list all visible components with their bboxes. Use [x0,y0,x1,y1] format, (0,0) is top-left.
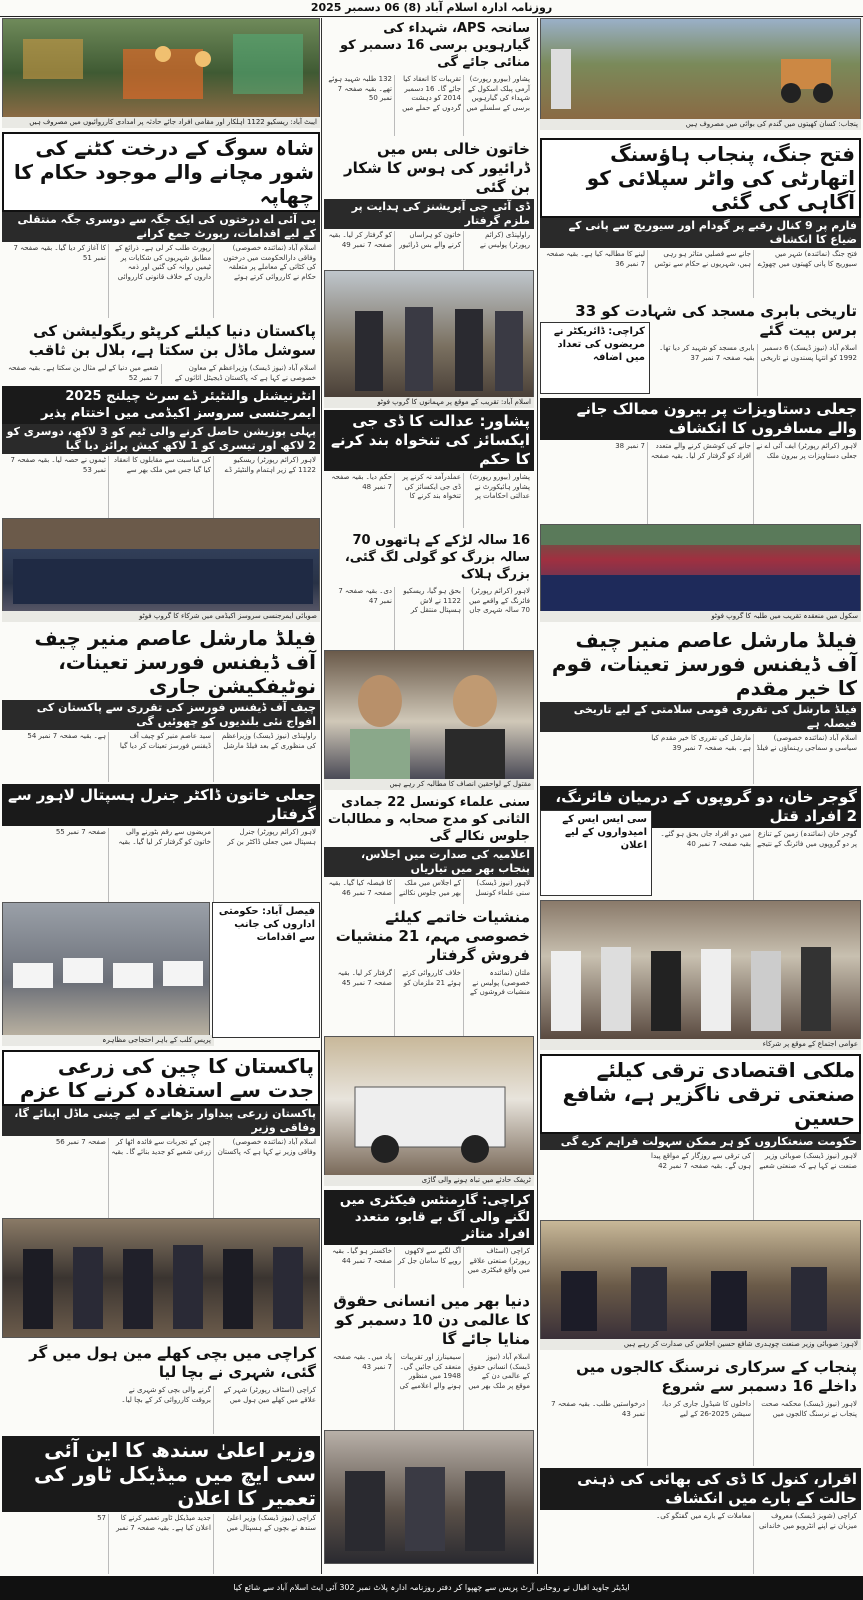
photo-caption: ایبٹ آباد: ریسکیو 1122 اہلکار اور مقامی افراد جائے حادثہ پر امدادی کارروائیوں میں مصروف ہیں [2,117,320,128]
column-left [2,18,320,1574]
victims-photo [324,650,534,780]
headline: اقرار، کنول کا ڈی کی بھائی کی ذہنی حالت کے بارے میں انکشاف [540,1468,861,1510]
subheadline: پاکستان زرعی پیداوار بڑھانے کے لیے چینی ماڈل اپنائے گا، وفاقی وزیر [2,1106,320,1136]
gathering-illustration [541,901,860,1039]
side-box: فیصل آباد: حکومتی اداروں کی جانب سے اقدامات [212,902,320,1038]
subheadline: اعلامیہ کی صدارت میں اجلاس، پنجاب بھر میں تیاریاں [324,847,534,877]
headline: کراچی: گارمنٹس فیکٹری میں لگنے والی آگ بے قابو، متعدد افراد متاثر [324,1190,534,1245]
headline: سانحہ APS، شہداء کی گیارہویں برسی 16 دسمبر کو منائی جائے گی [340,21,530,70]
headline: فیلڈ مارشل عاصم منیر چیف آف ڈیفنس فورسز تعینات، نوٹیفکیشن جاری [34,626,316,698]
headline: 16 سالہ لڑکے کے ہاتھوں 70 سالہ بزرگ کو گولی لگ گئی، بزرگ ہلاک [344,533,530,582]
column-middle [324,18,534,1574]
headline: پاکستان کا چین کی زرعی جدت سے استفادہ کرنے کا عزم [2,1050,320,1106]
article-body: لاہور (کرائم رپورٹر) ریسکیو 1122 کے زیر اہتمام والنٹیئر ڈے کی مناسبت سے مقابلوں کا انعقاد کیا گیا جس میں ملک بھر سے ٹیموں نے حصہ لیا۔ بقیہ صفحہ 7 نمبر 53 [10,456,316,474]
protest-illustration [3,903,209,1035]
headline: فیلڈ مارشل عاصم منیر چیف آف ڈیفنس فورسز تعینات، قوم کا خیر مقدم [551,628,857,700]
headline: منشیات خاتمے کیلئے خصوصی مہم، 21 منشیات فروش گرفتار [335,908,530,964]
farm-photo [540,18,861,120]
farm-illustration [541,19,860,119]
subheadline: بی آئی اے درختوں کی ایک جگہ سے دوسری جگہ منتقلی کے لیے اقدامات، رپورٹ جمع کرانے [2,212,320,242]
photo-caption: پریس کلب کے باہر احتجاجی مظاہرہ [2,1035,214,1046]
article-body: گوجر خان (نمائندہ) زمین کے تنازع پر دو گروپوں میں فائرنگ کے نتیجے میں دو افراد جاں بحق ہو گئے۔ بقیہ صفحہ 7 نمبر 40 [660,830,857,848]
victims-illustration [325,651,533,779]
photo-caption: اسلام آباد: تقریب کے موقع پر مہمانوں کا گروپ فوٹو [324,397,534,408]
article-body: پشاور (بیورو رپورٹ) آرمی پبلک اسکول کے شہداء کی گیارہویں برسی کے سلسلے میں تقریبات کا انعقاد کیا جائے گا۔ 16 دسمبر 2014 کو دہشت گردوں کے حملے میں 132 طلبہ شہید ہوئے تھے۔ بقیہ صفحہ 7 نمبر 50 [328,75,530,112]
article-body: ملتان (نمائندہ خصوصی) پولیس نے منشیات فروشوں کے خلاف کارروائی کرتے ہوئے 21 ملزمان کو گرفتار کر لیا۔ بقیہ صفحہ 7 نمبر 45 [337,969,530,996]
meeting-illustration [541,1221,860,1339]
article-body: اسلام آباد (نیوز ڈیسک) انسانی حقوق کے عالمی دن کے موقع پر ملک بھر میں سیمینارز اور تقریبات منعقد کی جائیں گی۔ 1948 میں منظور ہونے والے اعلامیے کی یاد میں۔ بقیہ صفحہ 7 نمبر 43 [333,1353,530,1390]
side-box: کراچی: ڈائریکٹر نے مریضوں کی تعداد میں اضافہ [540,322,650,394]
subheadline: ڈی آئی جی آپریشنز کی ہدایت پر ملزم گرفتار [324,199,534,229]
article-body: اسلام آباد (نمائندہ خصوصی) سیاسی و سماجی رہنماؤں نے فیلڈ مارشل کی تقرری کا خیر مقدم کیا ہے۔ بقیہ صفحہ 7 نمبر 39 [651,734,857,752]
students-illustration [541,525,860,611]
volunteers-photo [2,518,320,612]
headline: فتح جنگ، پنجاب ہاؤسنگ اتھارٹی کی واٹر سپلائی کو آگاہی کی گئی [540,138,861,218]
article-body: اسلام آباد (نمائندہ خصوصی) وفاقی دارالحکومت میں درختوں کی کٹائی کے معاملے پر متعلقہ حکام نے کارروائی کرتے ہوئے رپورٹ طلب کر لی ہے۔ ذرائع کے مطابق شہریوں کی شکایات پر ٹیمیں روانہ کی گئیں اور ذمہ داروں کے خلاف قانونی کارروائی کا آغاز کر دیا گیا۔ بقیہ صفحہ 7 نمبر 51 [13,244,316,281]
article-body: لاہور (نیوز ڈیسک) سنی علماء کونسل کے اجلاس میں ملک بھر میں جلوس نکالنے کا فیصلہ کیا گیا۔ بقیہ صفحہ 7 نمبر 46 [328,879,530,897]
article-body: لاہور (نیوز ڈیسک) محکمہ صحت پنجاب نے نرسنگ کالجوں میں داخلوں کا شیڈول جاری کر دیا، سیشن 2025-26 کے لیے درخواستیں طلب۔ بقیہ صفحہ 7 نمبر 43 [551,1400,857,1418]
gathering-photo [540,900,861,1040]
headline: کراچی میں بچی کھلے مین ہول میں گر گئی، شہری نے بچا لیا [29,1344,316,1381]
headline: پنجاب کے سرکاری نرسنگ کالجوں میں داخلے 16 دسمبر سے شروع [576,1358,857,1395]
headline: خاتون خالی بس میں ڈرائیور کی ہوس کا شکار بن گئی [343,140,530,196]
subheadline: فارم پر 9 کنال رقبے پر گودام اور سیوریج سے پانی کے ضیاع کا انکشاف [540,218,861,248]
ceremony-illustration [325,271,533,397]
article-body: کراچی (اسٹاف رپورٹر) صنعتی علاقے میں واقع فیکٹری میں آگ لگنے سے لاکھوں روپے کا سامان جل کر خاکستر ہو گیا۔ بقیہ صفحہ 7 نمبر 44 [332,1247,530,1274]
photo-caption: عوامی اجتماع کے موقع پر شرکاء [540,1039,861,1050]
article-body: کراچی (اسٹاف رپورٹر) شہر کے علاقے میں کھلے مین ہول میں گرنے والی بچی کو شہری نے بروقت کارروائی کر کے بچا لیا۔ [121,1386,316,1404]
group-photo-illustration [3,519,319,611]
headline: پشاور: عدالت کا ڈی جی ایکسائز کی تنخواہ بند کرنے کا حکم [324,410,534,471]
imprint-footer: ایڈیٹر جاوید اقبال نے روحانی آرٹ پریس سے چھپوا کر دفتر روزنامہ ادارہ پلاٹ نمبر 302 آئی ایٹ اسلام آباد سے شائع کیا [0,1576,863,1600]
article-body: فتح جنگ (نمائندہ) شہر میں سیوریج کا پانی کھیتوں میں چھوڑے جانے سے فصلیں متاثر ہو رہی ہیں، شہریوں نے حکام سے نوٹس لینے کا مطالبہ کیا ہے۔ بقیہ صفحہ 7 نمبر 36 [546,250,857,268]
subheadline: فیلڈ مارشل کی تقرری قومی سلامتی کے لیے تاریخی فیصلہ ہے [540,702,861,732]
press-conference-photo [324,1430,534,1564]
rescue-scene-illustration [3,19,319,117]
side-box: سی ایس ایس کے امیدواروں کے لیے اعلان [540,810,652,896]
headline: گوجر خان، دو گروپوں کے درمیان فائرنگ، 2 افراد قتل [540,786,861,828]
headline: پاکستان دنیا کیلئے کرپٹو ریگولیشن کی سوشل ماڈل بن سکتا ہے، بلال بن ثاقب [28,322,316,359]
column-right [540,18,861,1574]
delegation-photo [2,1218,320,1338]
column-rule [321,18,322,1574]
column-rule [537,18,538,1574]
subheadline: چیف آف ڈیفنس فورسز کی تقرری سے پاکستان کی افواج نئی بلندیوں کو چھوئیں گی [2,700,320,730]
subheadline: حکومت صنعتکاروں کو ہر ممکن سہولت فراہم کرے گی [540,1134,861,1150]
delegation-illustration [3,1219,319,1337]
article-body: کراچی (نیوز ڈیسک) وزیر اعلیٰ سندھ نے بچوں کے ہسپتال میں جدید میڈیکل ٹاور تعمیر کرنے کا اعلان کیا ہے۔ بقیہ صفحہ 7 نمبر 57 [97,1514,316,1532]
article-body: لاہور (نیوز ڈیسک) صوبائی وزیر صنعت نے کہا ہے کہ صنعتی شعبے کی ترقی سے روزگار کے مواقع پیدا ہوں گے۔ بقیہ صفحہ 7 نمبر 42 [651,1152,857,1170]
article-body: لاہور (کرائم رپورٹر) فائرنگ کے واقعے میں 70 سالہ شہری جاں بحق ہو گیا، ریسکیو 1122 نے لاش ہسپتال منتقل کر دی۔ بقیہ صفحہ 7 نمبر 47 [338,587,530,614]
press-conference-illustration [325,1431,533,1563]
photo-caption: ٹریفک حادثے میں تباہ ہونے والی گاڑی [324,1175,534,1186]
photo-caption: پنجاب: کسان کھیتوں میں گندم کی بوائی میں مصروف ہیں [540,119,861,130]
protest-photo [2,902,210,1036]
headline: وزیر اعلیٰ سندھ کا این آئی سی ایچ میں میڈیکل ٹاور کی تعمیر کا اعلان [2,1436,320,1512]
headline: تاریخی بابری مسجد کی شہادت کو 33 برس بیت گئے [575,302,857,339]
article-body: کراچی (شوبز ڈیسک) معروف میزبان نے اپنے انٹرویو میں خاندانی معاملات کے بارے میں گفتگو کی۔ [656,1512,857,1530]
headline: انٹرنیشنل والنٹیئر ڈے سرٹ چیلنج 2025 ایمرجنسی سروسز اکیڈمی میں اختتام پذیر [2,386,320,424]
photo-caption: سکول میں منعقدہ تقریب میں طلبہ کا گروپ فوٹو [540,611,861,622]
article-body: اسلام آباد (نمائندہ خصوصی) وفاقی وزیر نے کہا ہے کہ پاکستان چین کے تجربات سے فائدہ اٹھا کر زرعی شعبے کو جدید بنائے گا۔ بقیہ صفحہ 7 نمبر 56 [55,1138,316,1156]
article-body: پشاور (بیورو رپورٹ) پشاور ہائیکورٹ نے عدالتی احکامات پر عملدرآمد نہ کرنے پر ڈی جی ایکسائز کی تنخواہ بند کرنے کا حکم دیا۔ بقیہ صفحہ 7 نمبر 48 [331,473,530,500]
article-body: راولپنڈی (کرائم رپورٹر) پولیس نے خاتون کو ہراساں کرنے والے بس ڈرائیور کو گرفتار کر لیا۔ بقیہ صفحہ 7 نمبر 49 [328,231,530,249]
article-body: اسلام آباد (نیوز ڈیسک) وزیراعظم کے معاون خصوصی نے کہا ہے کہ پاکستان ڈیجیٹل اثاثوں کے شعبے میں دنیا کے لیے مثال بن سکتا ہے۔ بقیہ صفحہ 7 نمبر 52 [8,364,316,382]
headline: شاہ سوگ کے درخت کٹنے کی شور مچانے والے موجود حکام کا چھاپہ [2,132,320,212]
article-body: لاہور (کرائم رپورٹر) جنرل ہسپتال میں جعلی ڈاکٹر بن کر مریضوں سے رقم بٹورنے والی خاتون کو گرفتار کر لیا گیا۔ بقیہ صفحہ 7 نمبر 55 [55,828,316,846]
photo-caption: صوبائی ایمرجنسی سروسز اکیڈمی میں شرکاء کا گروپ فوٹو [2,611,320,622]
ceremony-photo [324,270,534,398]
meeting-photo [540,1220,861,1340]
article-body: لاہور (کرائم رپورٹر) ایف آئی اے نے جعلی دستاویزات پر بیرون ملک جانے کی کوشش کرنے والے متعدد افراد کو گرفتار کر لیا۔ بقیہ صفحہ 7 نمبر 38 [615,442,857,460]
accident-photo [324,1036,534,1176]
headline: دنیا بھر میں انسانی حقوق کا عالمی دن 10 دسمبر کو منایا جائے گا [333,1292,530,1348]
article-body: راولپنڈی (نیوز ڈیسک) وزیراعظم کی منظوری کے بعد فیلڈ مارشل سید عاصم منیر کو چیف آف ڈیفنس فورسز تعینات کر دیا گیا ہے۔ بقیہ صفحہ 7 نمبر 54 [27,732,316,750]
headline: جعلی خاتون ڈاکٹر جنرل ہسپتال لاہور سے گرفتار [2,784,320,826]
article-body: اسلام آباد (نیوز ڈیسک) 6 دسمبر 1992 کو انتہا پسندوں نے تاریخی بابری مسجد کو شہید کر دیا تھا۔ بقیہ صفحہ 7 نمبر 37 [659,344,857,362]
photo-caption: لاہور: صوبائی وزیر صنعت چوہدری شافع حسین اجلاس کی صدارت کر رہے ہیں [540,1339,861,1350]
headline: سنی علماء کونسل 22 جمادی الثانی کو مدح صحابہ و مطالبات جلوس نکالے گی [328,795,530,844]
subheadline: پہلی پوزیشن حاصل کرنے والی ٹیم کو 3 لاکھ، دوسری کو 2 لاکھ اور تیسری کو 1 لاکھ کیش پرائز دیا گیا [2,424,320,454]
wrecked-car-illustration [325,1037,533,1175]
headline: جعلی دستاویزات پر بیرون ممالک جانے والے مسافروں کا انکشاف [540,398,861,440]
masthead: روزنامہ ادارہ اسلام آباد (8) 06 دسمبر 2025 [0,0,863,17]
rescue-photo [2,18,320,118]
students-photo [540,524,861,612]
headline: ملکی اقتصادی ترقی کیلئے صنعتی ترقی ناگزیر ہے، شافع حسین [540,1054,861,1134]
photo-caption: مقتول کے لواحقین انصاف کا مطالبہ کر رہے ہیں [324,779,534,790]
